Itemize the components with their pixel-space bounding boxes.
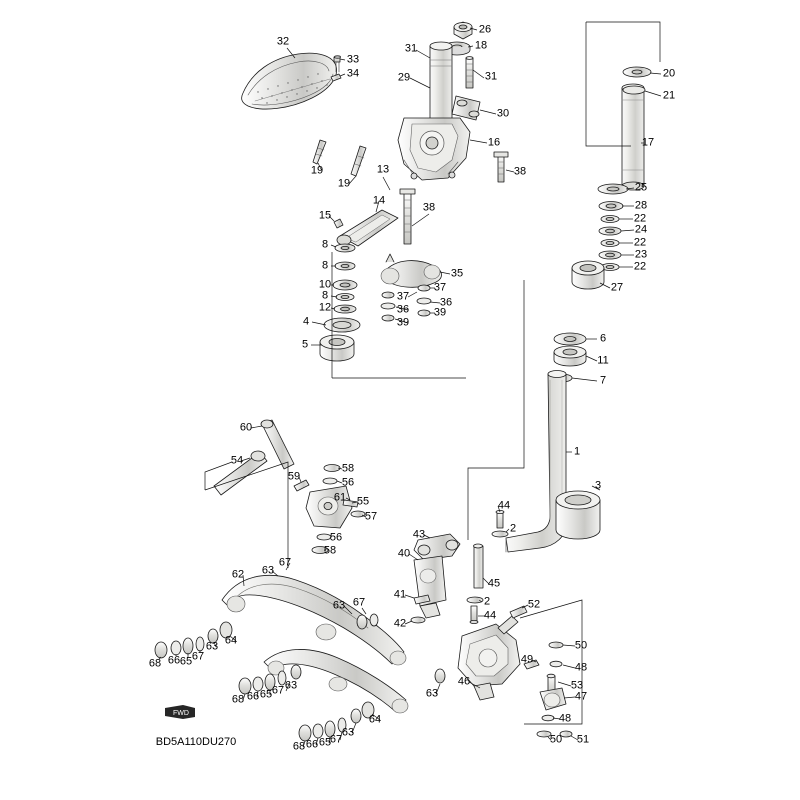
callout-67: 67 bbox=[278, 556, 292, 569]
part-22-washer-a bbox=[601, 216, 619, 223]
callout-68: 68 bbox=[148, 657, 162, 670]
callout-47: 47 bbox=[574, 690, 588, 703]
callout-39: 39 bbox=[396, 316, 410, 329]
part-32-fender bbox=[242, 53, 337, 109]
callout-29: 29 bbox=[397, 71, 411, 84]
part-63-washer-mid2 bbox=[435, 669, 445, 683]
fwd-label: FWD bbox=[173, 710, 189, 717]
part-10-seal bbox=[333, 280, 357, 290]
part-12-bearing bbox=[334, 305, 356, 313]
callout-67: 67 bbox=[271, 684, 285, 697]
part-23-washer bbox=[599, 251, 621, 259]
callout-22: 22 bbox=[633, 236, 647, 249]
part-29-shaft bbox=[430, 42, 452, 126]
callout-50: 50 bbox=[549, 733, 563, 746]
part-20-washer bbox=[623, 67, 651, 77]
callout-16: 16 bbox=[487, 136, 501, 149]
part-2-washer-a bbox=[492, 531, 508, 537]
callout-65: 65 bbox=[179, 655, 193, 668]
callout-5: 5 bbox=[301, 338, 309, 351]
part-19-bolt-b bbox=[351, 146, 366, 176]
callout-36: 36 bbox=[396, 303, 410, 316]
part-35-link bbox=[381, 254, 442, 287]
part-36-washer-a bbox=[381, 303, 395, 309]
callout-31: 31 bbox=[404, 42, 418, 55]
part-40-bracket bbox=[414, 556, 446, 618]
callout-3: 3 bbox=[594, 479, 602, 492]
callout-52: 52 bbox=[527, 598, 541, 611]
callout-63: 63 bbox=[341, 726, 355, 739]
part-8-washer-c bbox=[336, 294, 354, 301]
callout-7: 7 bbox=[599, 374, 607, 387]
callout-43: 43 bbox=[412, 528, 426, 541]
callout-65: 65 bbox=[318, 736, 332, 749]
callout-56: 56 bbox=[341, 476, 355, 489]
part-4-bearing bbox=[324, 318, 360, 332]
callout-37: 37 bbox=[433, 281, 447, 294]
callout-63: 63 bbox=[284, 679, 298, 692]
callout-46: 46 bbox=[457, 675, 471, 688]
part-42-nut bbox=[411, 617, 425, 623]
callout-8: 8 bbox=[321, 259, 329, 272]
callout-59: 59 bbox=[287, 470, 301, 483]
callout-18: 18 bbox=[474, 39, 488, 52]
part-6-washer bbox=[554, 333, 586, 345]
callout-14: 14 bbox=[372, 194, 386, 207]
callout-41: 41 bbox=[393, 588, 407, 601]
callout-23: 23 bbox=[634, 248, 648, 261]
callout-1: 1 bbox=[573, 445, 581, 458]
callout-2: 2 bbox=[483, 595, 491, 608]
part-25-seat bbox=[598, 184, 628, 194]
callout-10: 10 bbox=[318, 278, 332, 291]
callout-51: 51 bbox=[576, 733, 590, 746]
callout-65: 65 bbox=[259, 688, 273, 701]
callout-28: 28 bbox=[634, 199, 648, 212]
part-45-shaft bbox=[474, 544, 484, 588]
part-17-shock bbox=[622, 84, 644, 190]
part-8-washer-b bbox=[335, 262, 355, 270]
part-44-bolt-b bbox=[470, 606, 478, 624]
part-30-bracket bbox=[452, 96, 480, 120]
callout-8: 8 bbox=[321, 289, 329, 302]
callout-44: 44 bbox=[483, 609, 497, 622]
callout-63: 63 bbox=[261, 564, 275, 577]
part-2-washer-b bbox=[467, 597, 483, 603]
callout-25: 25 bbox=[634, 181, 648, 194]
callout-13: 13 bbox=[376, 163, 390, 176]
fwd-direction-icon bbox=[163, 702, 197, 722]
callout-22: 22 bbox=[633, 260, 647, 273]
callout-58: 58 bbox=[341, 462, 355, 475]
part-52-pin bbox=[510, 606, 527, 618]
callout-60: 60 bbox=[239, 421, 253, 434]
callout-4: 4 bbox=[302, 315, 310, 328]
callout-67: 67 bbox=[329, 733, 343, 746]
callout-62: 62 bbox=[231, 568, 245, 581]
part-26-nut bbox=[454, 22, 472, 39]
part-13-bolt bbox=[400, 189, 415, 244]
callout-67: 67 bbox=[352, 596, 366, 609]
callout-19: 19 bbox=[310, 164, 324, 177]
callout-55: 55 bbox=[356, 495, 370, 508]
part-37-pin-a bbox=[382, 292, 394, 298]
callout-31: 31 bbox=[484, 70, 498, 83]
part-44-bolt-a bbox=[496, 510, 504, 528]
callout-64: 64 bbox=[224, 634, 238, 647]
callout-6: 6 bbox=[599, 332, 607, 345]
part-48-washer-a bbox=[550, 661, 562, 667]
part-11-seal bbox=[554, 346, 586, 366]
diagram-code: BD5A110DU270 bbox=[155, 736, 237, 748]
callout-24: 24 bbox=[634, 223, 648, 236]
part-8-washer-a bbox=[335, 244, 355, 252]
callout-12: 12 bbox=[318, 301, 332, 314]
callout-48: 48 bbox=[558, 712, 572, 725]
callout-49: 49 bbox=[520, 653, 534, 666]
part-3-bushing bbox=[556, 491, 600, 539]
callout-26: 26 bbox=[478, 23, 492, 36]
callout-21: 21 bbox=[662, 89, 676, 102]
part-5-bushing bbox=[320, 335, 354, 361]
callout-35: 35 bbox=[450, 267, 464, 280]
part-36-washer-b bbox=[417, 298, 431, 304]
callout-33: 33 bbox=[346, 53, 360, 66]
callout-44: 44 bbox=[497, 499, 511, 512]
part-21-collar bbox=[623, 86, 645, 94]
part-28-washer bbox=[599, 202, 623, 211]
part-56-washer-a bbox=[323, 478, 337, 484]
callout-64: 64 bbox=[368, 713, 382, 726]
callout-66: 66 bbox=[305, 738, 319, 751]
callout-22: 22 bbox=[633, 212, 647, 225]
callout-30: 30 bbox=[496, 107, 510, 120]
callout-2: 2 bbox=[509, 522, 517, 535]
callout-40: 40 bbox=[397, 547, 411, 560]
part-39-nut-b bbox=[418, 310, 430, 316]
callout-32: 32 bbox=[276, 35, 290, 48]
callout-38: 38 bbox=[422, 201, 436, 214]
part-47-joint bbox=[540, 688, 566, 710]
callout-48: 48 bbox=[574, 661, 588, 674]
callout-17: 17 bbox=[641, 136, 655, 149]
part-27-bushing bbox=[572, 261, 604, 289]
callout-15: 15 bbox=[318, 209, 332, 222]
callout-67: 67 bbox=[191, 650, 205, 663]
part-38-bolt-a bbox=[494, 152, 508, 182]
callout-42: 42 bbox=[393, 617, 407, 630]
part-24-washer bbox=[599, 227, 621, 235]
part-50-washer-a bbox=[549, 642, 563, 648]
callout-20: 20 bbox=[662, 67, 676, 80]
callout-57: 57 bbox=[364, 510, 378, 523]
callout-45: 45 bbox=[487, 577, 501, 590]
part-19-bolt-a bbox=[313, 140, 326, 164]
callout-50: 50 bbox=[574, 639, 588, 652]
callout-66: 66 bbox=[246, 690, 260, 703]
callout-53: 53 bbox=[570, 679, 584, 692]
part-22-washer-b bbox=[601, 240, 619, 247]
callout-63: 63 bbox=[205, 640, 219, 653]
callout-54: 54 bbox=[230, 454, 244, 467]
part-48-washer-b bbox=[542, 715, 554, 721]
part-39-nut-a bbox=[382, 315, 394, 321]
callout-66: 66 bbox=[167, 654, 181, 667]
part-58-washer-a bbox=[324, 465, 340, 472]
callout-61: 61 bbox=[333, 491, 347, 504]
callout-34: 34 bbox=[346, 67, 360, 80]
callout-63: 63 bbox=[332, 599, 346, 612]
callout-63: 63 bbox=[425, 687, 439, 700]
part-16-knuckle bbox=[398, 118, 470, 180]
callout-36: 36 bbox=[439, 296, 453, 309]
part-31-bolt-a bbox=[466, 57, 473, 88]
callout-37: 37 bbox=[396, 290, 410, 303]
callout-27: 27 bbox=[610, 281, 624, 294]
callout-58: 58 bbox=[323, 544, 337, 557]
callout-38: 38 bbox=[513, 165, 527, 178]
callout-11: 11 bbox=[597, 354, 609, 367]
callout-68: 68 bbox=[292, 740, 306, 753]
callout-56: 56 bbox=[329, 531, 343, 544]
part-57-nut bbox=[351, 511, 365, 517]
callout-19: 19 bbox=[337, 177, 351, 190]
part-14-arm-upper bbox=[337, 210, 398, 246]
part-37-pin-b bbox=[418, 285, 430, 291]
callout-68: 68 bbox=[231, 693, 245, 706]
part-15-pin bbox=[334, 219, 343, 228]
callout-8: 8 bbox=[321, 238, 329, 251]
callout-39: 39 bbox=[433, 306, 447, 319]
